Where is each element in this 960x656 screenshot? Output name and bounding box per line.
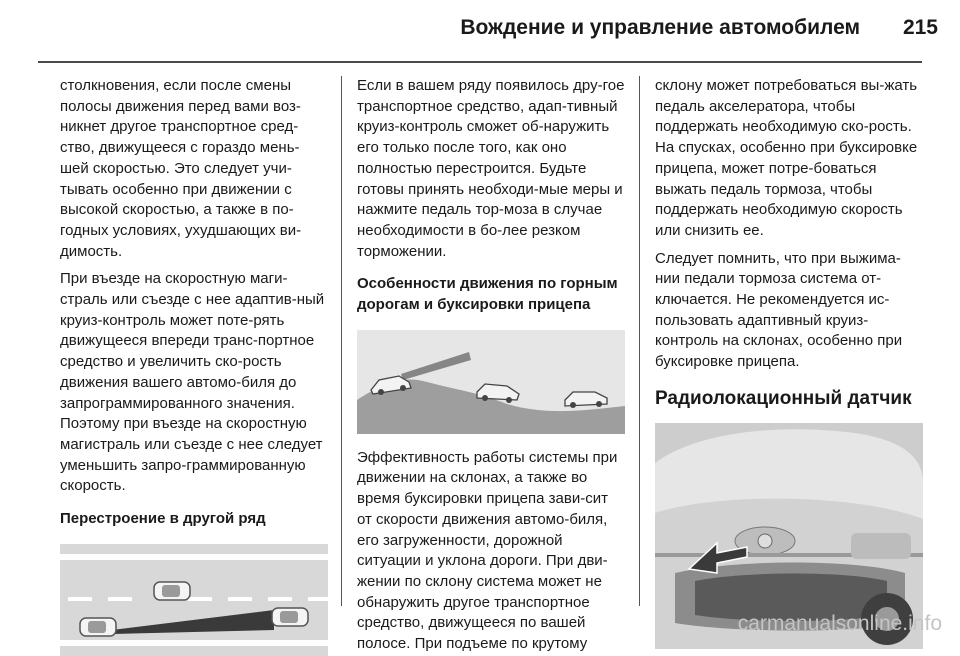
car-icon [272,608,308,626]
column-divider [341,76,342,606]
watermark: carmanualsonline.info [737,612,942,635]
paragraph: Если в вашем ряду появилось дру-гое транспортное средство, адап-тивный круиз-контроль сможет об-наружить его только после того, как оно полностью перестроится. Будьте готовы принять необходи-мые меры и нажмите педаль тор-моза в случае необходимости в бо-лее резком торможении. [357,77,625,260]
hill-driving-illustration [357,330,625,434]
paragraph: склону может потребоваться вы-жать педаль акселератора, чтобы поддержать необходимую ско-рость. На спусках, особенно при буксировке прицепа, может потре-боваться выжать педаль тормоза, чтобы поддержать необходимую скорость или снизить ее. [655,77,918,239]
page-header-title: Вождение и управление автомобилем [460,16,860,39]
section-title: Радиолокационный датчик [655,387,912,409]
column-1 [60,76,328,656]
lane-change-illustration [60,544,328,656]
paragraph: При въезде на скоростную маги-страль или съезде с нее адаптив-ный круиз-контроль может поте-рять движущееся впереди транс-портное средство и увеличить ско-рость движения вашего автомо-биля до запрограммированного значения. Поэтому при въезде на скоростную магистраль или съезде с нее следует уменьшить запро-граммированную скорость. [60,270,325,495]
header-rule [38,61,922,63]
car-icon [154,582,190,600]
column-3 [655,76,923,649]
paragraph: Эффективность работы системы при движении на склонах, а также во время буксировки прицепа зави-сит от скорости движения автомо-биля, его загруженности, дорожной ситуации и уклона дороги. При дви-жении по склону система может не обнаружить другое транспортное средство, движущееся по вашей полосе. При подъеме по крутому [357,448,618,653]
paragraph: Следует помнить, что при выжима-нии педали тормоза система от-ключается. Не рекомендуется ис-пользовать адаптивный круиз-контроль на склонах, особенно при буксировке прицепа. [655,249,903,371]
section-heading: Особенности движения по горным дорогам и буксировки прицепа [357,275,618,314]
car-icon [80,618,116,636]
section-heading: Перестроение в другой ряд [60,510,266,528]
column-2 [357,76,625,655]
paragraph: столкновения, если после смены полосы движения перед вами воз-никнет другое транспортное сред-ство, движущееся с гораздо мень-шей скоростью. Это следует учи-тывать особенно при движении с высокой скоростью, а также в по-годных условиях, ухудшающих ви-димость. [60,77,302,260]
page-number: 215 [902,16,938,39]
column-divider [639,76,640,606]
car-icon [565,392,607,408]
